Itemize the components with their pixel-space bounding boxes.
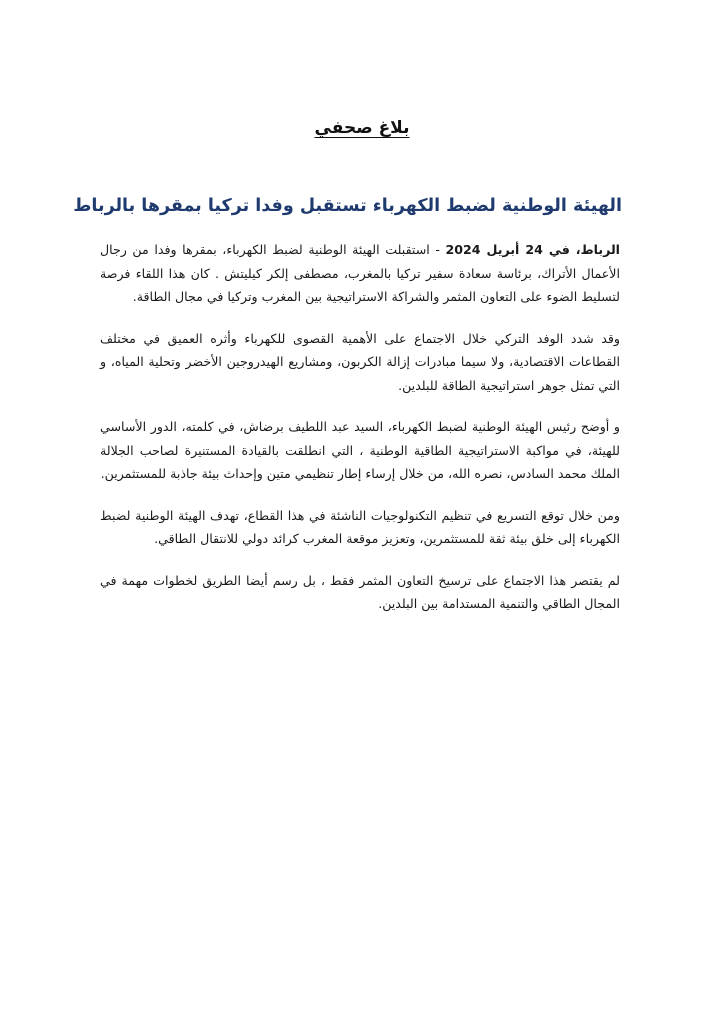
body-text (100, 238, 620, 634)
document-label-text: بلاغ صحفي (314, 118, 410, 138)
document-label (0, 118, 724, 138)
dateline: الرباط، في 24 أبريل 2024 (445, 242, 620, 257)
paragraph-1 (100, 238, 620, 309)
paragraph-1-text: - استقبلت الهيئة الوطنية لضبط الكهرباء، بمقرها وفدا من رجال الأعمال الأتراك، برئاسة سعادة سفير تركيا بالمغرب، مصطفى إلكر كيليتش . كان هذا اللقاء فرصة لتسليط الضوء على التعاون المثمر والشراكة الاستراتيجية بين المغرب وتركيا في مجال الطاقة. (100, 242, 620, 304)
paragraph-3: و أوضح رئيس الهيئة الوطنية لضبط الكهرباء، السيد عبد اللطيف برضاش، في كلمته، الدور الأساسي للهيئة، في مواكبة الاستراتيجية الطاقية الوطنية ، التي انطلقت بالقيادة المستنيرة لصاحب الجلالة الملك محمد السادس، نصره الله، من خلال إرساء إطار تنظيمي متين وإحداث بيئة جاذبة للمستثمرين. (100, 419, 620, 481)
headline: الهيئة الوطنية لضبط الكهرباء تستقبل وفدا تركيا بمقرها بالرباط (73, 196, 622, 216)
paragraph-5: لم يقتصر هذا الاجتماع على ترسيخ التعاون المثمر فقط ، بل رسم أيضا الطريق لخطوات مهمة في المجال الطاقي والتنمية المستدامة بين البلدين. (100, 572, 620, 611)
paragraph-2: وقد شدد الوفد التركي خلال الاجتماع على الأهمية القصوى للكهرباء وأثره العميق في مختلف القطاعات الاقتصادية، ولا سيما مبادرات إزالة الكربون، ومشاريع الهيدروجين الأخضر وتحلية المياه، و التي تمثل جوهر استراتيجية الطاقة للبلدين. (100, 330, 620, 393)
paragraph-4: ومن خلال توقع التسريع في تنظيم التكنولوجيات الناشئة في هذا القطاع، تهدف الهيئة الوطنية لضبط الكهرباء إلى خلق بيئة ثقة للمستثمرين، وتعزيز موقعة المغرب كرائد دولي للانتقال الطاقي. (100, 507, 620, 546)
